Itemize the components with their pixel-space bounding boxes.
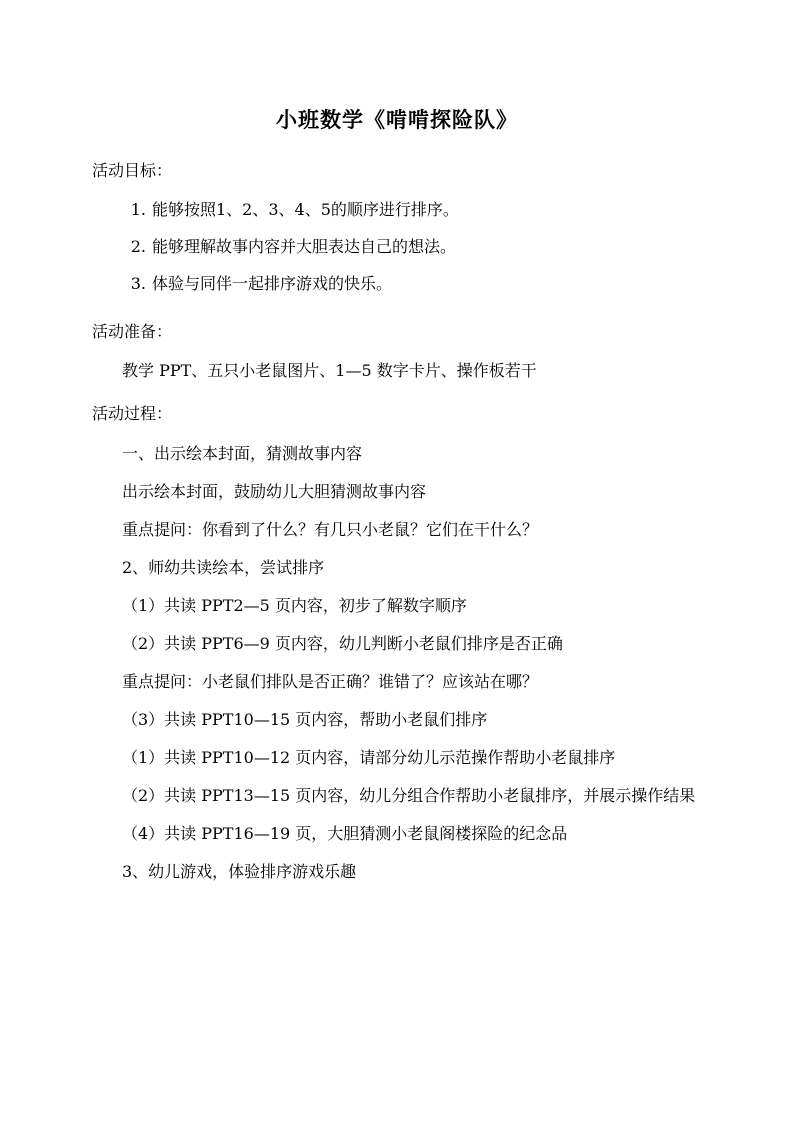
process-heading: 活动过程：: [92, 404, 173, 424]
process-paragraph-4: 2、师幼共读绘本，尝试排序: [122, 557, 325, 577]
process-paragraph-10: （2）共读 PPT13—15 页内容，幼儿分组合作帮助小老鼠排序，并展示操作结果: [122, 785, 696, 805]
goals-heading: 活动目标：: [92, 161, 173, 180]
goals-list: [90, 192, 704, 302]
process-paragraph-3: 重点提问：你看到了什么？有几只小老鼠？它们在干什么？: [122, 519, 539, 539]
list-item-number: 3.: [130, 273, 146, 293]
process-paragraph-11: （4）共读 PPT16—19 页，大胆猜测小老鼠阁楼探险的纪念品: [122, 823, 568, 843]
list-item-label: 能够理解故事内容并大胆表达自己的想法。: [152, 237, 457, 257]
process-paragraph-2: 出示绘本封面，鼓励幼儿大胆猜测故事内容: [122, 481, 427, 501]
process-paragraph-8: （3）共读 PPT10—15 页内容，帮助小老鼠们排序: [122, 709, 488, 729]
process-paragraph-9: （1）共读 PPT10—12 页内容，请部分幼儿示范操作帮助小老鼠排序: [122, 747, 616, 767]
list-item-label: 能够按照1、2、3、4、5的顺序进行排序。: [152, 200, 459, 220]
list-item-number: 1.: [130, 200, 146, 220]
page-title: 小班数学《啃啃探险队》: [276, 107, 518, 132]
process-paragraph-5: （1）共读 PPT2—5 页内容，初步了解数字顺序: [122, 595, 467, 615]
process-paragraph-12: 3、幼儿游戏，体验排序游戏乐趣: [122, 861, 357, 881]
process-paragraph-1: 一、出示绘本封面，猜测故事内容: [122, 443, 363, 463]
preparation-text: 教学 PPT、五只小老鼠图片、1—5 数字卡片、操作板若干: [122, 361, 537, 381]
list-item-label: 体验与同伴一起排序游戏的快乐。: [152, 273, 393, 293]
list-item-number: 2.: [130, 237, 146, 257]
list-item: [130, 229, 704, 266]
process-paragraph-6: （2）共读 PPT6—9 页内容，幼儿判断小老鼠们排序是否正确: [122, 633, 563, 653]
list-item: [130, 266, 704, 303]
preparation-heading: 活动准备：: [92, 321, 173, 341]
spacer: [90, 391, 704, 399]
process-paragraph-7: 重点提问：小老鼠们排队是否正确？谁错了？应该站在哪？: [122, 671, 539, 691]
list-item: [130, 192, 704, 229]
